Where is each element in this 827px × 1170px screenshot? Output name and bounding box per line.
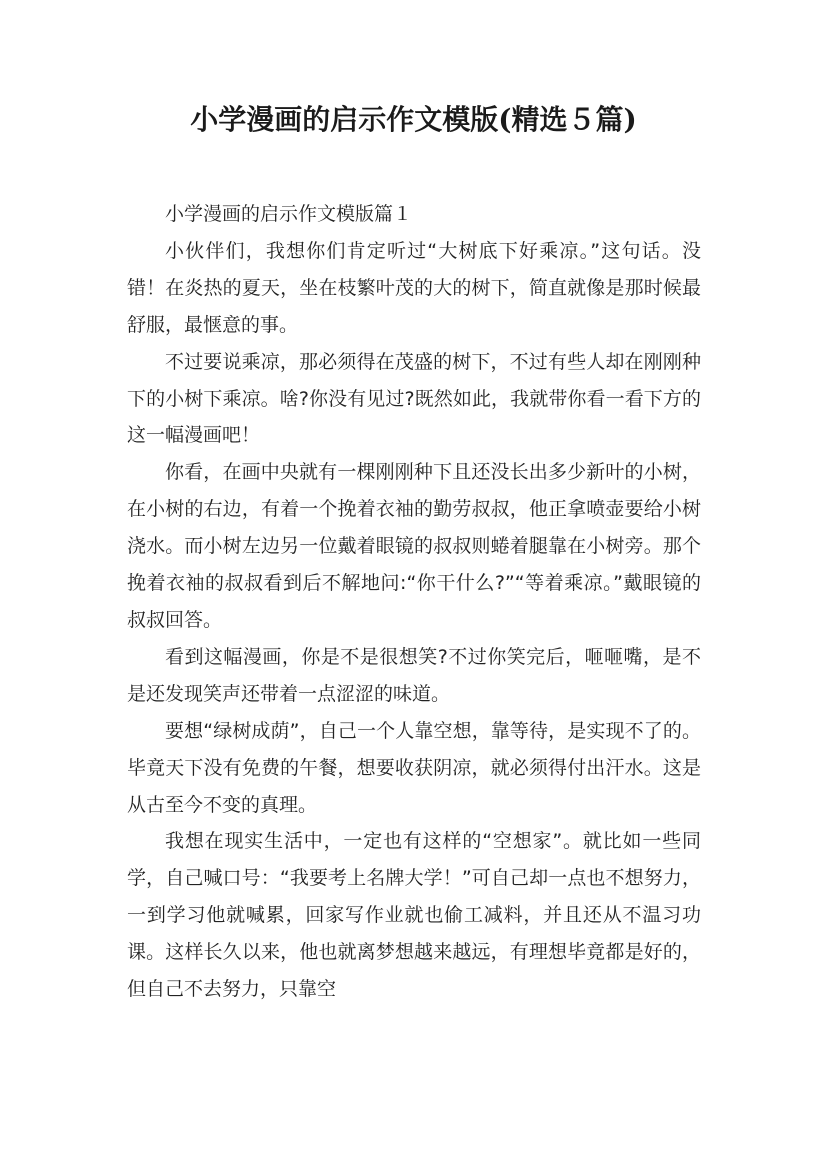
paragraph-3: 你看，在画中央就有一棵刚刚种下且还没长出多少新叶的小树，在小树的右边，有着一个挽着衣袖的勤劳叔叔，他正拿喷壶要给小树浇水。而小树左边另一位戴着眼镜的叔叔则蜷着腿靠在小树旁。那个挽着衣袖的叔叔看到后不解地问:“你干什么?”“等着乘凉。”戴眼镜的叔叔回答。 xyxy=(127,461,701,631)
paragraph-6: 我想在现实生活中，一定也有这样的“空想家”。就比如一些同学，自己喊口号：“我要考上名牌大学！”可自己却一点也不想努力，一到学习他就喊累，回家写作业就也偷工减料，并且还从不温习功课。这样长久以来，他也就离梦想越来越远，有理想毕竟都是好的，但自己不去努力，只靠空 xyxy=(127,830,701,1001)
section-heading: 小学漫画的启示作文模版篇１ xyxy=(165,203,413,225)
paragraph-5: 要想“绿树成荫”，自己一个人靠空想，靠等待，是实现不了的。毕竟天下没有免费的午餐，想要收获阴凉，就必须得付出汗水。这是从古至今不变的真理。 xyxy=(127,719,701,816)
document-body xyxy=(127,196,701,1008)
paragraph-4: 看到这幅漫画，你是不是很想笑?不过你笑完后，咂咂嘴，是不是还发现笑声还带着一点涩涩的味道。 xyxy=(127,645,701,705)
paragraph-1: 小伙伴们，我想你们肯定听过“大树底下好乘凉。”这句话。没错！在炎热的夏天，坐在枝繁叶茂的大的树下，简直就像是那时候最舒服，最惬意的事。 xyxy=(127,239,701,336)
paragraph-2: 不过要说乘凉，那必须得在茂盛的树下，不过有些人却在刚刚种下的小树下乘凉。啥?你没有见过?既然如此，我就带你看一看下方的这一幅漫画吧！ xyxy=(127,350,701,447)
document-title: 小学漫画的启示作文模版(精选５篇) xyxy=(190,103,637,136)
